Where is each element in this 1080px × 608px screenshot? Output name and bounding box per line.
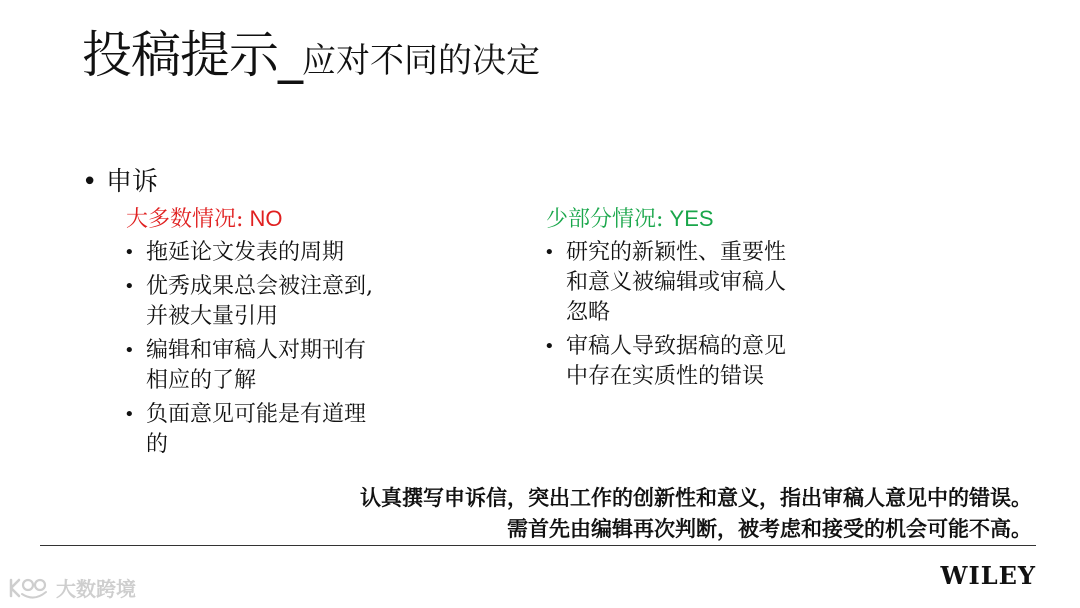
list-item [540,238,850,328]
bullet-dot: • [124,276,135,297]
list-item-line: 的 [146,432,169,457]
list-item-line: 优秀成果总会被注意到, [146,274,373,299]
appeal-bullet [82,164,158,200]
bullet-dot: • [124,242,135,263]
list-item-line: 并被大量引用 [146,304,279,329]
title-sub: 应对不同的决定 [302,41,540,81]
list-item-line: 审稿人导致据稿的意见 [566,334,787,359]
list-item-line: 和意义被编辑或审稿人 [566,270,787,295]
slide-title [82,26,540,84]
bullet-dot: • [124,404,135,425]
list-item [540,332,850,392]
list-item-line: 相应的了解 [146,368,257,393]
summary-note-line-1: 认真撰写申诉信，突出工作的创新性和意义，指出审稿人意见中的错误。 [360,485,1032,510]
appeal-label: 申诉 [106,167,159,197]
right-heading-cn: 少部分情况: [546,207,664,232]
bullet-dot: • [544,336,555,357]
list-item-line: 编辑和审稿人对期刊有 [146,338,367,363]
summary-note-line-2: 需首先由编辑再次判断，被考虑和接受的机会可能不高。 [507,516,1032,541]
watermark [8,573,136,602]
watermark-text: 大数跨境 [56,577,136,601]
left-heading-en: NO [243,206,283,231]
wiley-logo: WILEY [940,561,1036,590]
list-item-line: 拖延论文发表的周期 [146,240,345,265]
right-heading-en: YES [663,206,714,231]
list-item [120,400,430,460]
right-column-list [540,238,850,396]
left-column-heading [126,204,283,235]
title-main: 投稿提示_ [82,26,302,84]
list-item-line: 忽略 [566,300,611,325]
watermark-logo-icon [8,576,50,600]
list-item-line: 中存在实质性的错误 [566,364,765,389]
list-item-line: 研究的新颖性、重要性 [566,240,787,265]
right-column-heading [546,204,714,235]
bullet-dot: • [544,242,555,263]
list-item [120,272,430,332]
list-item [120,238,430,268]
bullet-dot: • [124,340,135,361]
left-column-list [120,238,430,464]
footer-divider [40,545,1036,546]
list-item-line: 负面意见可能是有道理 [146,402,367,427]
list-item [120,336,430,396]
bullet-dot: • [82,167,98,197]
left-heading-cn: 大多数情况: [126,207,244,232]
